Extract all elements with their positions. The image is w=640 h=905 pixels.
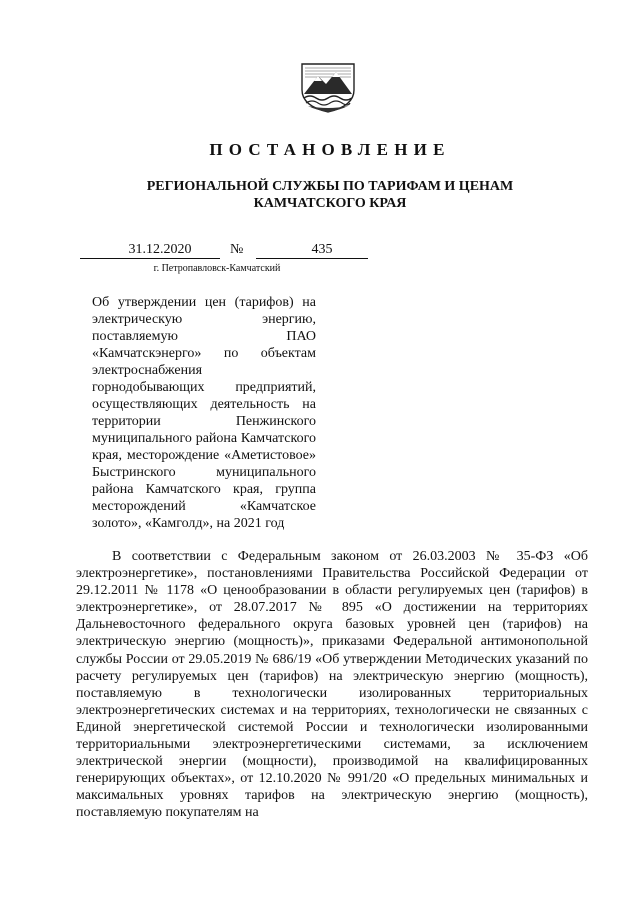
kamchatka-coat-of-arms-icon bbox=[296, 60, 360, 114]
date-number-row bbox=[80, 242, 370, 262]
document-date: 31.12.2020 bbox=[80, 242, 220, 259]
number-sign: № bbox=[230, 242, 244, 257]
document-subject: Об утверждении цен (тарифов) на электрическую энергию, поставляемую ПАО «Камчатскэнерго» по объектам электроснабжения горнодобывающих предприятий, осуществляющих деятельность на территории Пенжинского муниципального района Камчатского края, месторождение «Аметистовое» Быстринского муниципального района Камчатского края, группа месторождений «Камчатское золото», «Камголд», на 2021 год bbox=[92, 295, 316, 531]
issuing-authority bbox=[80, 178, 580, 212]
document-body: В соответствии с Федеральным законом от 26.03.2003 № 35-ФЗ «Об электроэнергетике», постановлениями Правительства Российской Федерации от 29.12.2011 № 1178 «О ценообразовании в области регулируемых цен (тарифов) в электроэнергетике», от 28.07.2017 № 895 «О достижении на территориях Дальневосточного федерального округа базовых уровней цен (тарифов) на электрическую энергию (мощность)», приказами Федеральной антимонопольной службы России от 29.05.2019 № 686/19 «Об утверждении Методических указаний по расчету регулируемых цен (тарифов) на электрическую энергию (мощность), поставляемую в технологически изолированных территориальных электроэнергетических системах и на территориях, технологически не связанных с Единой энергетической системой России и технологически изолированными территориальными электроэнергетическими системами, за исключением электрической энергии (мощности), производимой на квалифицированных генерирующих объектах», от 12.10.2020 № 991/20 «О предельных минимальных и максимальных уровнях тарифов на электрическую энергию (мощность), поставляемую покупателям на bbox=[76, 549, 588, 821]
authority-line-1: РЕГИОНАЛЬНОЙ СЛУЖБЫ ПО ТАРИФАМ И ЦЕНАМ bbox=[146, 179, 514, 194]
issue-city: г. Петропавловск-Камчатский bbox=[153, 263, 281, 274]
document-type: ПОСТАНОВЛЕНИЕ bbox=[209, 140, 451, 159]
authority-line-2: КАМЧАТСКОГО КРАЯ bbox=[253, 196, 407, 211]
document-number: 435 bbox=[256, 242, 368, 259]
